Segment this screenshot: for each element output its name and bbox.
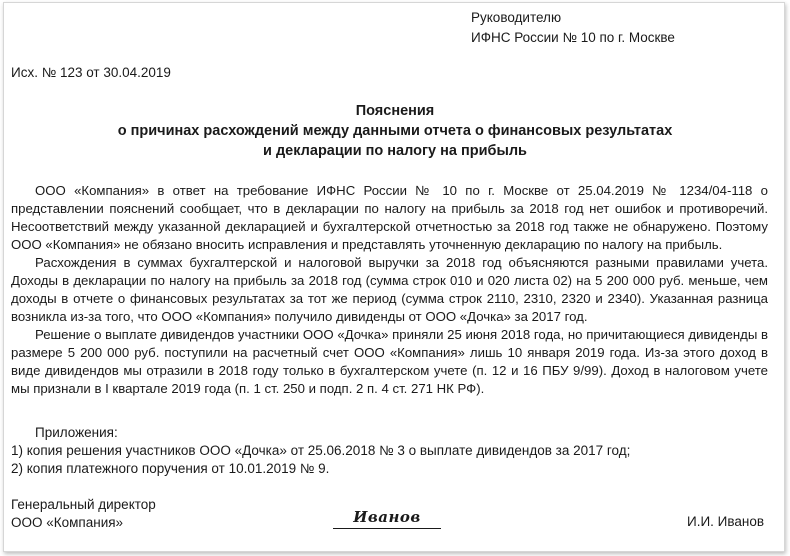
signature-line — [333, 528, 441, 529]
signer-role-line-2: ООО «Компания» — [11, 515, 124, 530]
paragraph-1: ООО «Компания» в ответ на требование ИФНС России № 10 по г. Москве от 25.04.2019 № 1234/04-118 о представлении пояснений сообщает, что в декларации по налогу на прибыль за 2018 год нет ошибок и противоречий. Несоответствий между указанной декларацией и бухгалтерской отчетностью за 2018 год также не обнаружено. Поэтому ООО «Компания» не обязано вносить исправления и представлять уточненную декларацию по налогу на прибыль. — [11, 183, 768, 252]
paragraph-2: Расхождения в суммах бухгалтерской и налоговой выручки за 2018 год объясняются разными правилами учета. Доходы в декларации по налогу на прибыль за 2018 год (сумма строк 010 и 020 листа 02) на 5 200 000 руб. меньше, чем доходы в отчете о финансовых результатах за тот же период (сумма строк 2110, 2310, 2320 и 2340). Указанная разница возникла из-за того, что ООО «Компания» получило дивиденды от ООО «Дочка» за 2017 год. — [11, 255, 768, 324]
annex-item-1: 1) копия решения участников ООО «Дочка» от 25.06.2018 № 3 о выплате дивидендов за 2017 год; — [11, 443, 631, 458]
title-line-2: о причинах расхождений между данными отчета о финансовых результатах — [117, 123, 673, 139]
handwritten-signature: Иванов — [353, 508, 421, 526]
outgoing-number: Исх. № 123 от 30.04.2019 — [11, 65, 171, 80]
signer-role — [11, 496, 156, 532]
signer-name: И.И. Иванов — [687, 514, 765, 529]
annex-heading: Приложения: — [35, 425, 118, 440]
addressee-block — [471, 8, 675, 48]
title-line-3: и декларации по налогу на прибыль — [263, 143, 527, 159]
signer-role-line-1: Генеральный директор — [11, 497, 156, 512]
annex-block — [11, 424, 768, 478]
addressee-line-1: Руководителю — [471, 10, 562, 25]
document-title — [0, 101, 790, 161]
addressee-line-2: ИФНС России № 10 по г. Москве — [471, 30, 675, 45]
body-text — [11, 182, 768, 398]
paragraph-3: Решение о выплате дивидендов участники ООО «Дочка» приняли 25 июня 2018 года, но причитающиеся дивиденды в размере 5 200 000 руб. поступили на расчетный счет ООО «Компания» лишь 10 января 2019 года. Из-за этого доход в виде дивидендов мы отразили в 2018 году только в бухгалтерском учете (п. 12 и 16 ПБУ 9/99). Доход в налоговом учете мы признали в I квартале 2019 года (п. 1 ст. 250 и подп. 2 п. 4 ст. 271 НК РФ). — [11, 327, 768, 396]
annex-item-2: 2) копия платежного поручения от 10.01.2019 № 9. — [11, 461, 330, 476]
title-line-1: Пояснения — [355, 103, 435, 119]
